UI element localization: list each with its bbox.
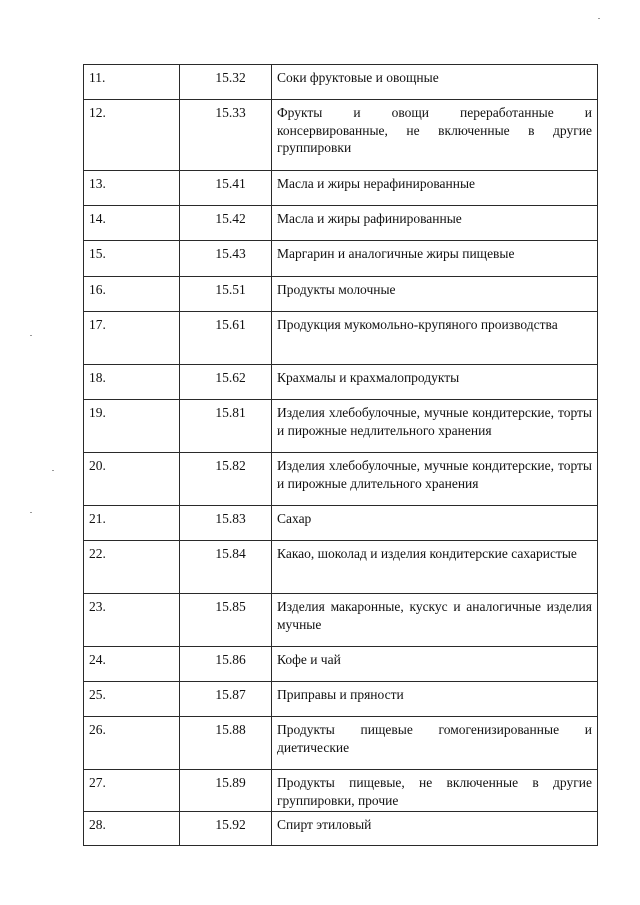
row-name: Сахар <box>272 506 598 541</box>
row-number: 22. <box>84 541 180 594</box>
row-number: 13. <box>84 171 180 206</box>
row-code: 15.51 <box>180 277 272 312</box>
table-row <box>84 647 598 682</box>
row-code: 15.41 <box>180 171 272 206</box>
table-row <box>84 171 598 206</box>
table-row <box>84 365 598 400</box>
row-number: 14. <box>84 206 180 241</box>
row-code: 15.82 <box>180 453 272 506</box>
scan-speck <box>30 335 32 336</box>
table-row <box>84 453 598 506</box>
row-name: Какао, шоколад и изделия кондитерские сахаристые <box>272 541 598 594</box>
row-number: 19. <box>84 400 180 453</box>
row-name: Изделия хлебобулочные, мучные кондитерские, торты и пирожные длительного хранения <box>272 453 598 506</box>
row-name: Спирт этиловый <box>272 812 598 846</box>
product-classification-table <box>83 64 598 846</box>
row-number: 27. <box>84 770 180 812</box>
row-code: 15.86 <box>180 647 272 682</box>
table-row <box>84 277 598 312</box>
row-name: Кофе и чай <box>272 647 598 682</box>
table-row <box>84 206 598 241</box>
row-number: 25. <box>84 682 180 717</box>
row-name: Продукты пищевые гомогенизированные и диетические <box>272 717 598 770</box>
table-row <box>84 400 598 453</box>
row-code: 15.81 <box>180 400 272 453</box>
table-row <box>84 594 598 647</box>
row-name: Приправы и пряности <box>272 682 598 717</box>
row-number: 21. <box>84 506 180 541</box>
row-name: Изделия макаронные, кускус и аналогичные изделия мучные <box>272 594 598 647</box>
table-row <box>84 812 598 846</box>
row-code: 15.83 <box>180 506 272 541</box>
row-number: 17. <box>84 312 180 365</box>
row-name: Масла и жиры нерафинированные <box>272 171 598 206</box>
scan-speck <box>30 512 32 513</box>
row-number: 24. <box>84 647 180 682</box>
row-number: 28. <box>84 812 180 846</box>
row-code: 15.85 <box>180 594 272 647</box>
row-code: 15.43 <box>180 241 272 277</box>
row-name: Крахмалы и крахмалопродукты <box>272 365 598 400</box>
row-number: 16. <box>84 277 180 312</box>
row-name: Продукты пищевые, не включенные в другие группировки, прочие <box>272 770 598 812</box>
row-name: Соки фруктовые и овощные <box>272 65 598 100</box>
row-number: 18. <box>84 365 180 400</box>
row-code: 15.62 <box>180 365 272 400</box>
row-code: 15.32 <box>180 65 272 100</box>
row-code: 15.87 <box>180 682 272 717</box>
row-name: Продукты молочные <box>272 277 598 312</box>
row-number: 23. <box>84 594 180 647</box>
row-code: 15.42 <box>180 206 272 241</box>
row-number: 12. <box>84 100 180 171</box>
scan-speck <box>598 18 600 19</box>
table-row <box>84 65 598 100</box>
row-name: Изделия хлебобулочные, мучные кондитерские, торты и пирожные недлительного хранения <box>272 400 598 453</box>
table-row <box>84 717 598 770</box>
row-number: 20. <box>84 453 180 506</box>
row-code: 15.61 <box>180 312 272 365</box>
row-code: 15.84 <box>180 541 272 594</box>
row-name: Масла и жиры рафинированные <box>272 206 598 241</box>
row-name: Фрукты и овощи переработанные и консервированные, не включенные в другие группировки <box>272 100 598 171</box>
table-row <box>84 770 598 812</box>
row-number: 26. <box>84 717 180 770</box>
row-code: 15.92 <box>180 812 272 846</box>
scan-speck <box>52 470 54 471</box>
row-code: 15.89 <box>180 770 272 812</box>
table-row <box>84 541 598 594</box>
row-code: 15.33 <box>180 100 272 171</box>
table-row <box>84 312 598 365</box>
table-row <box>84 100 598 171</box>
table-row <box>84 241 598 277</box>
row-number: 11. <box>84 65 180 100</box>
row-name: Маргарин и аналогичные жиры пищевые <box>272 241 598 277</box>
table-row <box>84 506 598 541</box>
row-name: Продукция мукомольно-крупяного производства <box>272 312 598 365</box>
row-number: 15. <box>84 241 180 277</box>
table-row <box>84 682 598 717</box>
row-code: 15.88 <box>180 717 272 770</box>
